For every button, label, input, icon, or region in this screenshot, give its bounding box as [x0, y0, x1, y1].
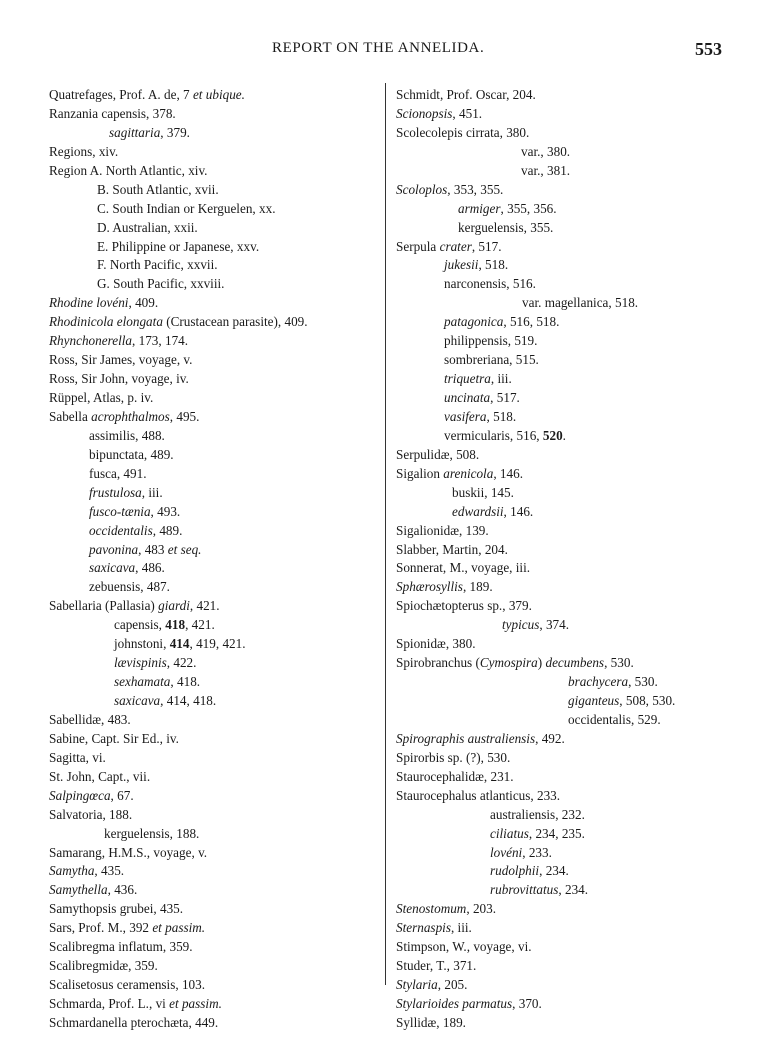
index-entry: [49, 597, 379, 616]
index-entry-text: jukesii: [444, 257, 479, 273]
index-entry: [396, 181, 756, 200]
index-entry: [396, 730, 756, 749]
index-entry: [396, 881, 756, 900]
index-entry: [49, 806, 379, 825]
index-entry-text: buskii, 145.: [452, 484, 514, 500]
index-entry-text: Scolecolepis cirrata, 380.: [396, 124, 530, 140]
index-entry-text: , 146.: [493, 465, 523, 481]
index-entry-text: , 353, 355.: [447, 181, 504, 197]
index-entry-text: Sabellaria (Pallasia): [49, 598, 159, 614]
index-entry-text: Sigalionidæ, 139.: [396, 522, 489, 538]
index-entry-text: , 436.: [107, 882, 138, 898]
index-entry-text: Samythella: [49, 882, 108, 898]
index-entry-text: Scalibregmidæ, 359.: [49, 958, 158, 974]
index-entry-text: Studer, T., 371.: [396, 958, 477, 974]
index-entry: [49, 919, 379, 938]
index-entry-text: Spirographis australiensis: [396, 730, 536, 746]
index-entry-text: C. South Indian or Kerguelen, xx.: [97, 200, 276, 216]
index-entry-text: Rhynchonerella: [49, 333, 133, 349]
index-entry: [396, 105, 756, 124]
index-entry-text: Sabine, Capt. Sir Ed., iv.: [49, 730, 179, 746]
index-entry: [49, 673, 379, 692]
index-entry: [396, 370, 756, 389]
index-entry: [49, 162, 379, 181]
index-entry: [49, 654, 379, 673]
index-entry: [49, 711, 379, 730]
index-entry-text: occidentalis, 529.: [568, 711, 661, 727]
index-entry-text: , iii.: [141, 484, 163, 500]
index-entry-text: australiensis, 232.: [490, 806, 585, 822]
index-entry-text: , 409.: [128, 295, 159, 311]
index-entry: [49, 427, 379, 446]
index-entry: [49, 692, 379, 711]
index-entry-text: Regions, xiv.: [49, 143, 119, 159]
index-entry-text: bipunctata, 489.: [89, 446, 174, 462]
index-entry-text: Quatrefages, Prof. A. de, 7: [49, 87, 193, 102]
index-entry-text: E. Philippine or Japanese, xxv.: [97, 238, 260, 254]
index-entry-text: Samythopsis grubei, 435.: [49, 901, 184, 917]
index-entry-text: , 234.: [539, 863, 569, 879]
index-entry-text: narconensis, 516.: [444, 276, 536, 292]
index-entry-text: saxicava: [114, 693, 161, 708]
index-entry-text: , 205.: [437, 977, 468, 993]
index-entry-text: acrophthalmos: [91, 408, 170, 424]
index-entry-text: , 530.: [628, 674, 658, 690]
index-entry: [49, 787, 379, 806]
index-entry-text: Cymospira: [479, 655, 538, 671]
index-entry-text: , iii.: [450, 920, 472, 936]
index-entry: [396, 711, 756, 730]
index-entry-text: St. John, Capt., vii.: [49, 768, 151, 784]
index-entry-text: , 451.: [452, 105, 483, 121]
index-entry-text: Samarang, H.M.S., voyage, v.: [49, 844, 208, 860]
index-entry-text: , 486.: [135, 560, 165, 576]
index-entry: [396, 806, 756, 825]
index-entry: [396, 503, 756, 522]
index-entry-text: Salpingœca: [49, 787, 111, 803]
index-entry: [396, 995, 756, 1014]
index-entry: [49, 559, 379, 578]
index-entry: [396, 673, 756, 692]
index-entry: [396, 692, 756, 711]
index-entry-text: Schmidt, Prof. Oscar, 204.: [396, 87, 536, 102]
index-entry-text: Spirorbis sp. (?), 530.: [396, 749, 511, 765]
index-entry-text: rubrovittatus: [490, 882, 559, 898]
index-entry: [49, 200, 379, 219]
index-entry-text: , 530.: [604, 655, 634, 671]
index-entry: [49, 124, 379, 143]
index-entry: [49, 768, 379, 787]
index-entry-text: assimilis, 488.: [89, 427, 165, 443]
page-number: 553: [695, 39, 722, 59]
index-entry-text: uncinata: [444, 390, 491, 405]
index-entry: [396, 919, 756, 938]
index-entry: [396, 294, 756, 313]
index-entry: [396, 976, 756, 995]
index-entry-text: , 489.: [152, 522, 183, 538]
index-entry: [49, 238, 379, 257]
index-entry-text: , 422.: [166, 655, 197, 671]
index-entry: [396, 522, 756, 541]
index-entry-text: , 233.: [522, 844, 552, 860]
index-entry: [396, 332, 756, 351]
index-entry: [49, 408, 379, 427]
index-entry-text: , 517.: [471, 238, 502, 254]
index-entry-text: kerguelensis, 355.: [458, 219, 554, 235]
index-entry: [396, 200, 756, 219]
index-entry-text: , 492.: [535, 730, 565, 746]
index-entry-text: lævispinis: [114, 655, 167, 671]
index-entry: [396, 787, 756, 806]
index-entry-text: G. South Pacific, xxviii.: [97, 276, 225, 292]
index-entry-text: , 518.: [478, 257, 509, 273]
index-entry-text: Ross, Sir John, voyage, iv.: [49, 371, 189, 387]
index-entry: [49, 825, 379, 844]
index-entry: [49, 1014, 379, 1033]
index-entry-text: Scalisetosus ceramensis, 103.: [49, 977, 206, 993]
index-entry: [49, 522, 379, 541]
index-entry-text: , 203.: [466, 901, 497, 917]
index-entry: [49, 446, 379, 465]
index-entry-text: Sigalion: [396, 465, 444, 481]
index-entry-text: et ubique.: [192, 87, 245, 102]
index-entry: [49, 578, 379, 597]
index-entry-text: sexhamata: [114, 674, 171, 690]
index-entry-text: fusca, 491.: [89, 465, 147, 481]
index-entry-text: pavonina: [89, 541, 139, 557]
index-entry-text: Sonnerat, M., voyage, iii.: [396, 560, 531, 576]
index-entry-text: brachycera: [568, 674, 629, 690]
index-entry-text: var. magellanica, 518.: [522, 295, 639, 311]
index-entry-text: giganteus: [568, 693, 620, 708]
index-entry: [396, 749, 756, 768]
index-entry: [49, 957, 379, 976]
index-entry-text: vasifera: [444, 408, 487, 424]
index-entry-text: , 355, 356.: [500, 200, 557, 216]
index-entry-text: arenicola: [443, 465, 494, 481]
index-entry: [49, 105, 379, 124]
index-entry-text: , 146.: [503, 503, 534, 519]
index-entry-text: 520: [542, 427, 563, 443]
index-entry-text: Staurocephalus atlanticus, 233.: [396, 787, 561, 803]
index-entry: [49, 730, 379, 749]
index-entry: [49, 484, 379, 503]
index-entry: [49, 881, 379, 900]
index-entry: [49, 294, 379, 313]
index-entry: [49, 635, 379, 654]
index-entry: [396, 862, 756, 881]
index-entry-text: .: [562, 427, 566, 443]
index-entry-text: , 483: [138, 541, 168, 557]
index-entry-text: , 370.: [512, 996, 542, 1011]
index-entry-text: johnstoni,: [114, 636, 170, 652]
index-entry: [49, 275, 379, 294]
index-entry-text: et seq.: [167, 541, 202, 557]
index-entry-text: Serpulidæ, 508.: [396, 446, 480, 462]
index-entry-text: , 493.: [150, 503, 181, 519]
index-entry-text: , 516, 518.: [503, 314, 560, 330]
index-entry-text: crater: [439, 238, 472, 254]
index-entry: [396, 124, 756, 143]
index-entry: [396, 275, 756, 294]
index-entry-text: Scoloplos: [396, 181, 448, 197]
index-entry-text: 414: [169, 636, 190, 652]
index-entry-text: , 421.: [189, 598, 220, 614]
index-entry-text: zebuensis, 487.: [89, 579, 170, 595]
index-entry-text: occidentalis: [89, 522, 153, 538]
index-entry: [396, 238, 756, 257]
index-entry-text: triquetra: [444, 371, 491, 387]
index-entry-text: Samytha: [49, 863, 95, 879]
index-entry: [396, 900, 756, 919]
index-entry-text: Ross, Sir James, voyage, v.: [49, 352, 193, 368]
index-entry-text: , 234, 235.: [528, 825, 585, 841]
index-entry-text: Spionidæ, 380.: [396, 636, 476, 652]
index-entry: [49, 938, 379, 957]
index-column-left: [49, 86, 379, 1033]
index-entry-text: Sars, Prof. M., 392: [49, 920, 153, 936]
index-entry: [396, 541, 756, 560]
index-entry: [49, 976, 379, 995]
index-entry: [396, 484, 756, 503]
index-entry: [396, 389, 756, 408]
index-entry: [396, 616, 756, 635]
index-entry: [49, 313, 379, 332]
index-entry-text: Region A. North Atlantic, xiv.: [49, 162, 208, 178]
index-entry-text: D. Australian, xxii.: [97, 219, 198, 235]
index-entry: [396, 654, 756, 673]
index-entry: [49, 541, 379, 560]
index-entry-text: Schmarda, Prof. L., vi: [49, 996, 170, 1011]
index-entry-text: Sagitta, vi.: [49, 749, 106, 765]
index-entry-text: sagittaria: [109, 124, 161, 140]
index-entry-text: Scalibregma inflatum, 359.: [49, 939, 193, 955]
index-entry: [49, 844, 379, 863]
index-entry-text: lovéni: [490, 844, 523, 860]
index-entry-text: Spiochætopterus sp., 379.: [396, 598, 532, 614]
index-entry-text: , 435.: [94, 863, 125, 879]
index-entry-text: Stenostomum: [396, 901, 467, 917]
index-entry-text: et passim.: [152, 920, 206, 936]
index-entry-text: Serpula: [396, 238, 440, 254]
index-entry-text: Schmardanella pterochæta, 449.: [49, 1014, 219, 1030]
index-entry-text: Rhodinicola elongata: [49, 314, 163, 330]
index-entry: [396, 427, 756, 446]
index-entry: [49, 143, 379, 162]
index-entry: [49, 862, 379, 881]
index-entry: [49, 370, 379, 389]
index-entry-text: Staurocephalidæ, 231.: [396, 768, 514, 784]
index-entry-text: , 374.: [539, 617, 570, 633]
index-entry-text: fusco-tænia: [89, 503, 151, 519]
index-entry: [49, 900, 379, 919]
index-entry-text: , 67.: [110, 787, 134, 803]
index-entry-text: F. North Pacific, xxvii.: [97, 257, 218, 273]
index-entry-text: Spirobranchus (: [396, 655, 480, 671]
index-entry-text: , iii.: [490, 371, 512, 387]
index-entry: [396, 351, 756, 370]
index-entry: [49, 181, 379, 200]
index-entry: [396, 162, 756, 181]
index-entry: [396, 559, 756, 578]
index-entry-text: vermicularis, 516,: [444, 427, 543, 443]
index-entry-text: patagonica: [444, 314, 504, 330]
index-entry-text: Scionopsis: [396, 105, 453, 121]
index-entry-text: capensis,: [114, 617, 166, 633]
index-entry-text: typicus: [502, 617, 540, 633]
index-entry-text: Slabber, Martin, 204.: [396, 541, 508, 557]
index-entry: [396, 844, 756, 863]
index-entry: [49, 332, 379, 351]
index-entry-text: , 418.: [170, 674, 201, 690]
index-entry: [396, 597, 756, 616]
index-entry-text: ciliatus: [490, 825, 529, 841]
index-entry-text: Stylarioides parmatus: [396, 996, 513, 1011]
index-entry: [49, 616, 379, 635]
index-entry-text: Sabella: [49, 408, 92, 424]
index-entry: [396, 313, 756, 332]
index-entry-text: , 414, 418.: [160, 693, 217, 708]
index-entry-text: , 517.: [490, 390, 520, 405]
column-divider-rule: [385, 83, 386, 985]
index-entry: [396, 1014, 756, 1033]
index-entry-text: Syllidæ, 189.: [396, 1014, 466, 1030]
index-entry-text: , 419, 421.: [189, 636, 246, 652]
index-entry: [396, 408, 756, 427]
index-entry: [49, 995, 379, 1014]
index-entry-text: Sphærosyllis: [396, 579, 463, 595]
index-entry: [396, 957, 756, 976]
index-entry-text: ): [537, 655, 546, 671]
index-entry-text: 418: [165, 617, 186, 633]
index-entry: [396, 825, 756, 844]
index-entry-text: decumbens: [545, 655, 605, 671]
index-entry: [49, 86, 379, 105]
index-entry-text: , 189.: [462, 579, 493, 595]
index-entry-text: , 518.: [486, 408, 517, 424]
index-entry: [396, 446, 756, 465]
index-entry: [396, 938, 756, 957]
index-entry: [396, 635, 756, 654]
index-entry-text: Stylaria: [396, 977, 438, 993]
index-entry: [49, 256, 379, 275]
index-entry-text: , 508, 530.: [619, 693, 676, 708]
index-entry: [49, 219, 379, 238]
running-header-title: REPORT ON THE ANNELIDA.: [272, 40, 485, 56]
index-entry-text: Sabellidæ, 483.: [49, 711, 131, 727]
index-entry: [396, 578, 756, 597]
index-entry-text: , 173, 174.: [132, 333, 189, 349]
index-entry: [396, 86, 756, 105]
index-entry: [49, 351, 379, 370]
index-entry-text: , 495.: [169, 408, 200, 424]
index-entry-text: saxicava: [89, 560, 136, 576]
index-entry-text: Rhodine lovéni: [49, 295, 129, 311]
index-entry-text: B. South Atlantic, xvii.: [97, 181, 219, 197]
index-entry-text: armiger: [458, 200, 501, 216]
index-entry-text: , 421.: [185, 617, 215, 633]
index-entry: [49, 749, 379, 768]
index-entry-text: Sternaspis: [396, 920, 451, 936]
index-entry: [396, 465, 756, 484]
index-entry-text: rudolphii: [490, 863, 540, 879]
index-entry: [396, 219, 756, 238]
index-entry: [49, 389, 379, 408]
index-entry-text: sombreriana, 515.: [444, 352, 539, 368]
index-entry-text: et passim.: [169, 996, 222, 1011]
index-column-right: [396, 86, 756, 1033]
index-entry: [396, 143, 756, 162]
index-entry-text: kerguelensis, 188.: [104, 825, 200, 841]
index-entry-text: (Crustacean parasite), 409.: [162, 314, 308, 330]
index-entry: [396, 768, 756, 787]
index-entry-text: edwardsii: [452, 503, 504, 519]
index-entry-text: frustulosa: [89, 484, 142, 500]
index-entry-text: Salvatoria, 188.: [49, 806, 133, 822]
index-entry-text: Ranzania capensis, 378.: [49, 105, 176, 121]
index-entry-text: , 234.: [558, 882, 589, 898]
index-entry-text: , 379.: [160, 124, 190, 140]
index-entry-text: giardi: [158, 598, 190, 614]
index-entry-text: Rüppel, Atlas, p. iv.: [49, 390, 154, 405]
index-entry: [396, 256, 756, 275]
index-entry-text: Stimpson, W., voyage, vi.: [396, 939, 532, 955]
index-entry-text: var., 380.: [521, 143, 571, 159]
index-entry: [49, 465, 379, 484]
index-entry-text: philippensis, 519.: [444, 333, 538, 349]
index-entry-text: var., 381.: [521, 162, 571, 178]
index-entry: [49, 503, 379, 522]
